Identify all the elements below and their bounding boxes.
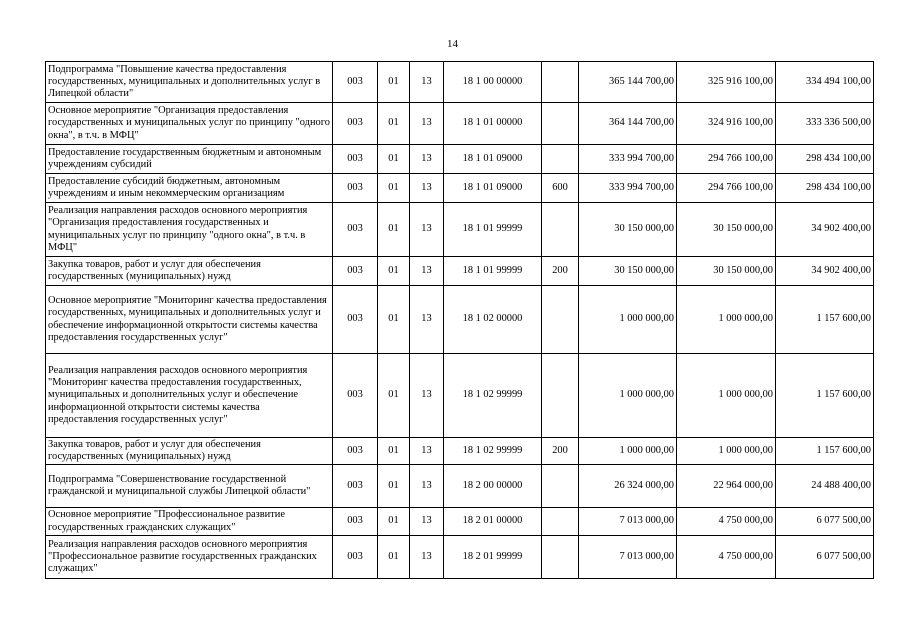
amount-year-3-cell: 34 902 400,00 xyxy=(776,203,874,257)
subsection-code-cell: 13 xyxy=(410,465,444,508)
amount-year-3-cell: 1 157 600,00 xyxy=(776,286,874,354)
amount-year-3-cell: 333 336 500,00 xyxy=(776,103,874,145)
section-code-cell: 01 xyxy=(378,174,410,203)
ministry-code-cell: 003 xyxy=(333,257,378,286)
ministry-code-cell: 003 xyxy=(333,62,378,103)
row-name-cell: Предоставление государственным бюджетным и автономным учреждениям субсидий xyxy=(46,145,333,174)
section-code-cell: 01 xyxy=(378,62,410,103)
ministry-code-cell: 003 xyxy=(333,174,378,203)
amount-year-1-cell: 7 013 000,00 xyxy=(579,508,677,536)
amount-year-1-cell: 30 150 000,00 xyxy=(579,203,677,257)
amount-year-2-cell: 325 916 100,00 xyxy=(677,62,776,103)
row-name-cell: Реализация направления расходов основного мероприятия "Организация предоставления государственных и муниципальных услуг по принципу "одного окна", в т.ч. в МФЦ" xyxy=(46,203,333,257)
amount-year-1-cell: 7 013 000,00 xyxy=(579,536,677,579)
section-code-cell: 01 xyxy=(378,145,410,174)
row-name-cell: Предоставление субсидий бюджетным, автономным учреждениям и иным некоммерческим организациям xyxy=(46,174,333,203)
amount-year-3-cell: 1 157 600,00 xyxy=(776,438,874,465)
target-code-cell: 18 1 01 09000 xyxy=(444,145,542,174)
row-name-cell: Закупка товаров, работ и услуг для обеспечения государственных (муниципальных) нужд xyxy=(46,438,333,465)
amount-year-2-cell: 30 150 000,00 xyxy=(677,257,776,286)
amount-year-2-cell: 1 000 000,00 xyxy=(677,438,776,465)
ministry-code-cell: 003 xyxy=(333,354,378,438)
subsection-code-cell: 13 xyxy=(410,354,444,438)
expense-type-cell: 600 xyxy=(542,174,579,203)
amount-year-2-cell: 324 916 100,00 xyxy=(677,103,776,145)
table-row xyxy=(46,354,874,438)
row-name-cell: Закупка товаров, работ и услуг для обеспечения государственных (муниципальных) нужд xyxy=(46,257,333,286)
page-number: 14 xyxy=(447,38,458,50)
target-code-cell: 18 1 02 99999 xyxy=(444,354,542,438)
section-code-cell: 01 xyxy=(378,286,410,354)
section-code-cell: 01 xyxy=(378,508,410,536)
table-row xyxy=(46,203,874,257)
expense-type-cell xyxy=(542,203,579,257)
amount-year-3-cell: 298 434 100,00 xyxy=(776,174,874,203)
amount-year-2-cell: 22 964 000,00 xyxy=(677,465,776,508)
row-name-cell: Основное мероприятие "Организация предоставления государственных и муниципальных услуг по принципу "одного окна", в т.ч. в МФЦ" xyxy=(46,103,333,145)
expense-type-cell xyxy=(542,354,579,438)
amount-year-2-cell: 294 766 100,00 xyxy=(677,174,776,203)
amount-year-3-cell: 24 488 400,00 xyxy=(776,465,874,508)
ministry-code-cell: 003 xyxy=(333,286,378,354)
target-code-cell: 18 1 01 00000 xyxy=(444,103,542,145)
table-row xyxy=(46,536,874,579)
amount-year-1-cell: 365 144 700,00 xyxy=(579,62,677,103)
ministry-code-cell: 003 xyxy=(333,145,378,174)
target-code-cell: 18 1 00 00000 xyxy=(444,62,542,103)
ministry-code-cell: 003 xyxy=(333,103,378,145)
ministry-code-cell: 003 xyxy=(333,465,378,508)
subsection-code-cell: 13 xyxy=(410,438,444,465)
row-name-cell: Реализация направления расходов основного мероприятия "Профессиональное развитие государственных гражданских служащих" xyxy=(46,536,333,579)
amount-year-1-cell: 1 000 000,00 xyxy=(579,438,677,465)
target-code-cell: 18 2 01 99999 xyxy=(444,536,542,579)
amount-year-1-cell: 30 150 000,00 xyxy=(579,257,677,286)
section-code-cell: 01 xyxy=(378,465,410,508)
table-row xyxy=(46,257,874,286)
ministry-code-cell: 003 xyxy=(333,203,378,257)
amount-year-1-cell: 1 000 000,00 xyxy=(579,354,677,438)
section-code-cell: 01 xyxy=(378,536,410,579)
subsection-code-cell: 13 xyxy=(410,62,444,103)
section-code-cell: 01 xyxy=(378,354,410,438)
target-code-cell: 18 1 01 09000 xyxy=(444,174,542,203)
amount-year-1-cell: 333 994 700,00 xyxy=(579,174,677,203)
amount-year-3-cell: 34 902 400,00 xyxy=(776,257,874,286)
row-name-cell: Основное мероприятие "Мониторинг качества предоставления государственных, муниципальных и дополнительных услуг и обеспечение информационной открытости системы качества предоставления государственных услуг" xyxy=(46,286,333,354)
expense-type-cell xyxy=(542,286,579,354)
table-row xyxy=(46,508,874,536)
target-code-cell: 18 1 01 99999 xyxy=(444,203,542,257)
amount-year-1-cell: 26 324 000,00 xyxy=(579,465,677,508)
table-row xyxy=(46,465,874,508)
ministry-code-cell: 003 xyxy=(333,508,378,536)
expense-type-cell xyxy=(542,103,579,145)
expense-type-cell xyxy=(542,465,579,508)
row-name-cell: Основное мероприятие "Профессиональное развитие государственных гражданских служащих" xyxy=(46,508,333,536)
subsection-code-cell: 13 xyxy=(410,536,444,579)
section-code-cell: 01 xyxy=(378,257,410,286)
amount-year-3-cell: 334 494 100,00 xyxy=(776,62,874,103)
subsection-code-cell: 13 xyxy=(410,508,444,536)
subsection-code-cell: 13 xyxy=(410,174,444,203)
amount-year-3-cell: 298 434 100,00 xyxy=(776,145,874,174)
expense-type-cell: 200 xyxy=(542,257,579,286)
subsection-code-cell: 13 xyxy=(410,257,444,286)
target-code-cell: 18 1 01 99999 xyxy=(444,257,542,286)
table-row xyxy=(46,438,874,465)
amount-year-2-cell: 4 750 000,00 xyxy=(677,508,776,536)
table-row xyxy=(46,62,874,103)
target-code-cell: 18 1 02 00000 xyxy=(444,286,542,354)
table-row xyxy=(46,145,874,174)
target-code-cell: 18 2 00 00000 xyxy=(444,465,542,508)
row-name-cell: Подпрограмма "Совершенствование государственной гражданской и муниципальной службы Липецкой области" xyxy=(46,465,333,508)
amount-year-1-cell: 1 000 000,00 xyxy=(579,286,677,354)
amount-year-3-cell: 1 157 600,00 xyxy=(776,354,874,438)
ministry-code-cell: 003 xyxy=(333,438,378,465)
expense-type-cell xyxy=(542,145,579,174)
row-name-cell: Подпрограмма "Повышение качества предоставления государственных, муниципальных и дополнительных услуг в Липецкой области" xyxy=(46,62,333,103)
subsection-code-cell: 13 xyxy=(410,103,444,145)
budget-table-body xyxy=(46,62,874,579)
amount-year-3-cell: 6 077 500,00 xyxy=(776,536,874,579)
target-code-cell: 18 2 01 00000 xyxy=(444,508,542,536)
subsection-code-cell: 13 xyxy=(410,203,444,257)
table-row xyxy=(46,103,874,145)
table-row xyxy=(46,174,874,203)
expense-type-cell xyxy=(542,536,579,579)
amount-year-2-cell: 30 150 000,00 xyxy=(677,203,776,257)
expense-type-cell: 200 xyxy=(542,438,579,465)
amount-year-1-cell: 333 994 700,00 xyxy=(579,145,677,174)
table-row xyxy=(46,286,874,354)
row-name-cell: Реализация направления расходов основного мероприятия "Мониторинг качества предоставления государственных, муниципальных и дополнительных услуг и обеспечение информационной открытости системы качества предоставления государственных услуг" xyxy=(46,354,333,438)
budget-table xyxy=(45,61,874,579)
amount-year-1-cell: 364 144 700,00 xyxy=(579,103,677,145)
ministry-code-cell: 003 xyxy=(333,536,378,579)
expense-type-cell xyxy=(542,508,579,536)
amount-year-2-cell: 4 750 000,00 xyxy=(677,536,776,579)
subsection-code-cell: 13 xyxy=(410,286,444,354)
subsection-code-cell: 13 xyxy=(410,145,444,174)
section-code-cell: 01 xyxy=(378,103,410,145)
expense-type-cell xyxy=(542,62,579,103)
amount-year-2-cell: 1 000 000,00 xyxy=(677,354,776,438)
section-code-cell: 01 xyxy=(378,438,410,465)
amount-year-2-cell: 1 000 000,00 xyxy=(677,286,776,354)
section-code-cell: 01 xyxy=(378,203,410,257)
amount-year-3-cell: 6 077 500,00 xyxy=(776,508,874,536)
amount-year-2-cell: 294 766 100,00 xyxy=(677,145,776,174)
target-code-cell: 18 1 02 99999 xyxy=(444,438,542,465)
